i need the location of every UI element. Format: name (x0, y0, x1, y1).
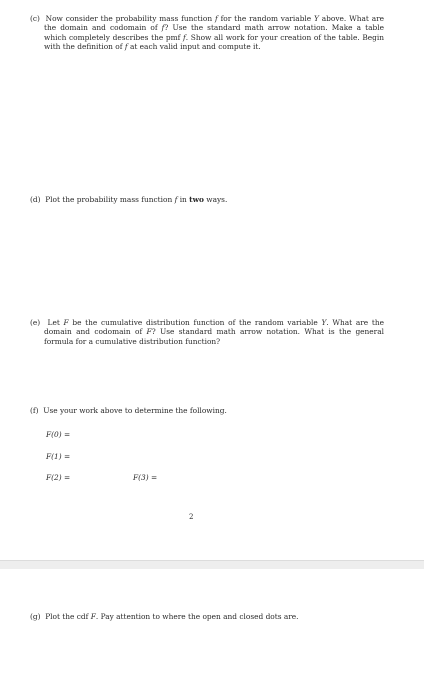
f-of-3: F(3) = (133, 473, 158, 482)
question-d-label: (d) (30, 195, 41, 204)
question-e: (e) Let F be the cumulative distribution function of the random variable Y. What are the domain and codomain of F? Use standard math arrow notation. What is the general formula for a cumulative distribution function? (30, 318, 384, 346)
question-g-label: (g) (30, 612, 41, 621)
question-e-label: (e) (30, 318, 41, 327)
question-d: (d) Plot the probability mass function f in two ways. (30, 195, 228, 204)
page-2 (0, 569, 424, 700)
question-c: (c) Now consider the probability mass function f for the random variable Y above. What are the domain and codomain of f? Use the standard math arrow notation. Make a table which completely describes the pmf f. Show all work for your creation of the table. Begin with the definition of f at each valid input and compute it. (30, 14, 385, 52)
question-f-label: (f) (30, 406, 39, 415)
page-number: 2 (189, 513, 194, 521)
f-of-1: F(1) = (46, 452, 71, 461)
question-g: (g) Plot the cdf F. Pay attention to where the open and closed dots are. (30, 612, 299, 621)
question-c-label: (c) (30, 14, 40, 23)
question-f: (f) Use your work above to determine the following. (30, 406, 227, 415)
f-of-2: F(2) = (46, 473, 71, 482)
f-of-0: F(0) = (46, 430, 71, 439)
